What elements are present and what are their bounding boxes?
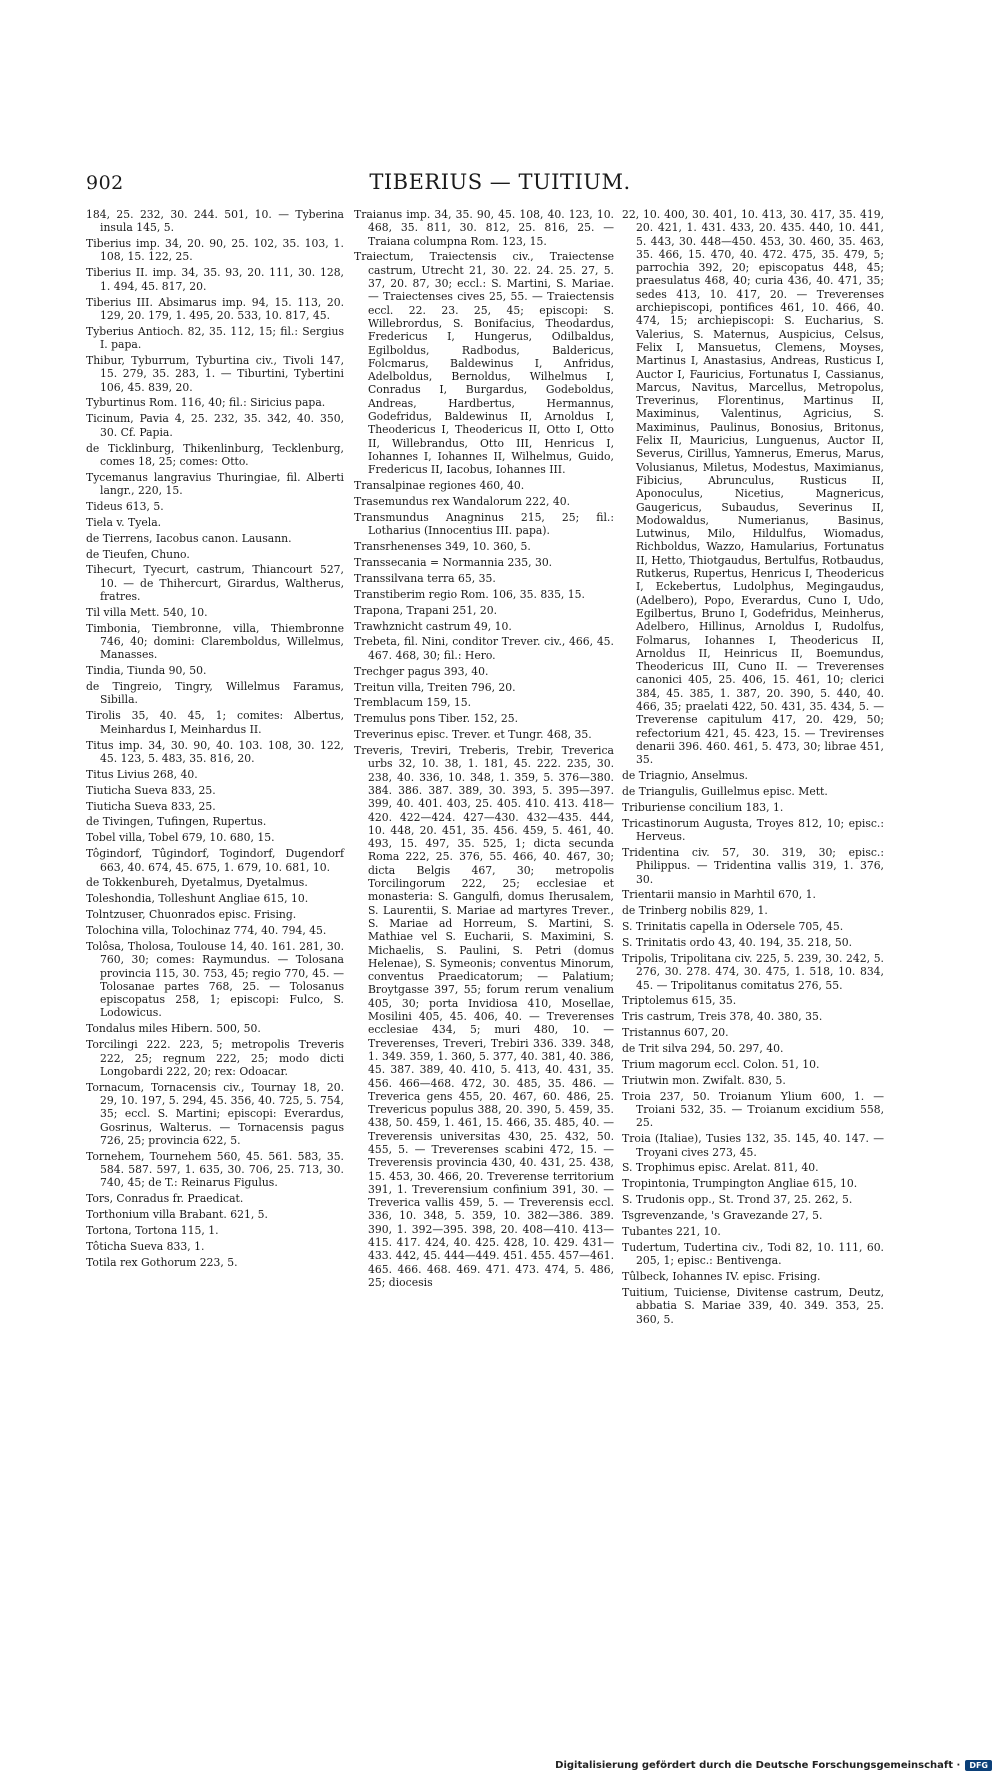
index-entry: Tobel villa, Tobel 679, 10. 680, 15.: [86, 831, 275, 845]
index-entry: 22, 10. 400, 30. 401, 10. 413, 30. 417, 35. 419, 20. 421, 1. 431. 433, 20. 435. 440, 10. 441, 5. 443, 30. 448—450. 453, 30. 460, 35. 463, 35. 466, 15. 470, 40. 472. 475, 35. 479, 5; parrochia 392, 20; episcopatus 448, 45; praesulatus 468, 40; curia 436, 40. 471, 35; sedes 413, 10. 417, 20. — Treverenses archiepiscopi, pontifices 461, 10. 466, 40. 474, 15; archiepiscopi: S. Eucharius, S. Valerius, S. Maternus, Auspicius, Celsus, Felix I, Mansuetus, Clemens, Moyses, Martinus I, Anastasius, Andreas, Rusticus I, Auctor I, Fauricius, Fortunatus I, Cassianus, Marcus, Navitus, Marcellus, Metropolus, Treverinus, Florentinus, Martinus II, Maximinus, Valentinus, Agricius, S. Maximinus, Paulinus, Bonosius, Britonus, Felix II, Mauricius, Lunguenus, Auctor II, Severus, Cirillus, Yamnerus, Emerus, Marus, Volusianus, Miletus, Modestus, Maximianus, Fibicius, Abrunculus, Rusticus II, Aponoculus, Nicetius, Magnericus, Gaugericus, Subaudus, Severinus II, Modowaldus, Numerianus, Basinus, Lutwinus, Milo, Hildulfus, Wiomadus, Richboldus, Wazzo, Hamularius, Fortunatus II, Hetto, Thiotgaudus, Bertulfus, Rotbaudus, Rutkerus, Rupertus, Henricus I, Theodericus I, Eckebertus, Ludolphus, Megingaudus, (Adelbero), Popo, Everardus, Cuno I, Udo, Egilbertus, Bruno I, Godefridus, Meinherus, Adelbero, Hillinus, Arnoldus I, Rudolfus, Folmarus, Iohannes I, Theodericus II, Arnoldus II, Heinricus II, Boemundus, Theodericus III, Cuno II. — Treverenses canonici 405, 25. 406, 15. 461, 10; clerici 384, 45. 385, 1. 387, 20. 390, 5. 440, 40. 466, 35; praelati 422, 50. 431, 35. 434, 5. — Treverense capitulum 417, 20. 429, 50; refectorium 421, 45. 423, 15. — Trevirenses denarii 396. 460. 461, 5. 473, 30; librae 451, 35.: [622, 208, 884, 767]
index-entry: Tyberius Antioch. 82, 35. 112, 15; fil.: Sergius I. papa.: [86, 324, 344, 352]
footer-credit-text: Digitalisierung gefördert durch die Deutsche Forschungsgemeinschaft ·: [555, 1760, 961, 1771]
index-entry: Tubantes 221, 10.: [622, 1225, 721, 1239]
index-entry: S. Trinitatis ordo 43, 40. 194, 35. 218, 50.: [622, 936, 853, 950]
index-entry: Tiela v. Tyela.: [86, 515, 162, 529]
index-entry: Ticinum, Pavia 4, 25. 232, 35. 342, 40. 350, 30. Cf. Papia.: [86, 412, 344, 439]
index-entry: Titus imp. 34, 30. 90, 40. 103. 108, 30. 122, 45. 123, 5. 483, 35. 816, 20.: [86, 738, 344, 765]
index-entry: Tsgrevenzande, 's Gravezande 27, 5.: [622, 1209, 823, 1223]
index-entry: Tiuticha Sueva 833, 25.: [86, 799, 216, 813]
index-entry: Tristannus 607, 20.: [622, 1026, 729, 1040]
index-entry: de Tivingen, Tufingen, Rupertus.: [86, 815, 267, 829]
index-entry: Troia (Italiae), Tusies 132, 35. 145, 40. 147. — Troyani cives 273, 45.: [622, 1132, 884, 1159]
index-entry: Tôticha Sueva 833, 1.: [86, 1239, 205, 1253]
index-entry: Tindia, Tiunda 90, 50.: [86, 664, 207, 678]
index-entry: Totila rex Gothorum 223, 5.: [86, 1255, 238, 1269]
index-entry: Thibur, Tyburrum, Tyburtina civ., Tivoli 147, 15. 279, 35. 283, 1. — Tiburtini, Tybertini 106, 45. 839, 20.: [86, 353, 344, 394]
index-entry: Tiberius imp. 34, 20. 90, 25. 102, 35. 103, 1. 108, 15. 122, 25.: [86, 237, 344, 264]
index-entry: Treitun villa, Treiten 796, 20.: [354, 680, 516, 694]
index-entry: Tudertum, Tudertina civ., Todi 82, 10. 111, 60. 205, 1; episc.: Bentivenga.: [622, 1240, 884, 1268]
index-column-3: [622, 208, 884, 1328]
index-entry: Tridentina civ. 57, 30. 319, 30; episc.: Philippus. — Tridentina vallis 319, 1. 376, 30.: [622, 845, 884, 886]
index-entry: Tûlbeck, Iohannes IV. episc. Frising.: [622, 1270, 821, 1284]
index-entry: Trapona, Trapani 251, 20.: [354, 603, 498, 617]
index-entry: Troia 237, 50. Troianum Ylium 600, 1. — Troiani 532, 35. — Troianum excidium 558, 25.: [622, 1089, 884, 1130]
index-entry: Tiuticha Sueva 833, 25.: [86, 783, 216, 797]
index-entry: Tycemanus langravius Thuringiae, fil. Alberti langr., 220, 15.: [86, 470, 344, 497]
index-entry: Transmundus Anagninus 215, 25; fil.: Lotharius (Innocentius III. papa).: [354, 510, 614, 538]
index-entry: Tolntzuser, Chuonrados episc. Frising.: [86, 908, 297, 922]
page-number: 902: [86, 172, 124, 194]
index-entry: de Trit silva 294, 50. 297, 40.: [622, 1042, 784, 1056]
index-entry: de Ticklinburg, Thikenlinburg, Tecklenburg, comes 18, 25; comes: Otto.: [86, 441, 344, 468]
index-entry: Transtiberim regio Rom. 106, 35. 835, 15.: [354, 587, 585, 601]
index-entry: Tolôsa, Tholosa, Toulouse 14, 40. 161. 281, 30. 760, 30; comes: Raymundus. — Tolosana provincia 115, 30. 753, 45; regio 770, 45. — Tolosanae partes 768, 25. — Tolosanus episcopatus 258, 1; episcopi: Fulco, S. Lodowicus.: [86, 939, 344, 1020]
index-entry: Transalpinae regiones 460, 40.: [354, 479, 525, 493]
index-entry: Tripolis, Tripolitana civ. 225, 5. 239, 30. 242, 5. 276, 30. 278. 474, 30. 475, 1. 518, 10. 834, 45. — Tripolitanus comitatus 276, 55.: [622, 951, 884, 992]
dfg-logo: DFG: [965, 1760, 992, 1771]
index-entry: Tirolis 35, 40. 45, 1; comites: Albertus, Meinhardus I, Meinhardus II.: [86, 709, 344, 736]
index-entry: de Triangulis, Guillelmus episc. Mett.: [622, 784, 828, 798]
index-entry: de Trinberg nobilis 829, 1.: [622, 904, 768, 918]
index-entry: Tôgindorf, Tûgindorf, Togindorf, Dugendorf 663, 40. 674, 45. 675, 1. 679, 10. 681, 10.: [86, 847, 344, 874]
index-entry: Treveris, Treviri, Treberis, Trebir, Treverica urbs 32, 10. 38, 1. 181, 45. 222. 235, 30. 238, 40. 336, 10. 348, 1. 359, 5. 376—380. 384. 386. 387. 389, 30. 393, 5. 395—397. 399, 40. 401. 403, 25. 405. 410. 413. 418—420. 422—424. 427—430. 432—435. 444, 10. 448, 20. 451, 35. 456. 459, 5. 461, 40. 493, 15. 497, 35. 525, 1; dicta secunda Roma 222, 25. 376, 55. 466, 40. 467, 30; dicta Belgis 467, 30; metropolis Torcilingorum 222, 25; ecclesiae et monasteria: S. Gangulfi, domus Iherusalem, S. Laurentii, S. Mariae ad martyres Trever., S. Mariae ad Horreum, S. Martini, S. Mathiae vel S. Eucharii, S. Maximini, S. Michaelis, S. Paulini, S. Petri (domus Helenae), S. Symeonis; conventus Minorum, conventus Praedicatorum; — Palatium; Broytgasse 397, 55; forum rerum venalium 405, 30; porta Invidiosa 410, Mosellae, Mosilini 405, 45. 406, 40. — Treverenses ecclesiae 434, 5; muri 480, 10. — Treverenses, Treveri, Trebiri 336. 339. 348, 1. 349. 359, 1. 360, 5. 377, 40. 381, 40. 386, 45. 387. 389, 40. 410, 5. 413, 40. 431, 35. 456. 466—468. 472, 30. 485, 35. 486. — Treverica gens 455, 20. 467, 60. 486, 25. Trevericus populus 388, 20. 390, 5. 459, 35. 438, 50. 459, 1. 461, 15. 466, 35. 485, 40. — Treverensis universitas 430, 25. 432, 50. 455, 5. — Treverenses scabini 472, 15. — Treverensis provincia 430, 40. 431, 25. 438, 15. 453, 30. 466, 20. Treverense territorium 391, 1. Treverensium confinium 391, 30. — Treverica vallis 459, 5. — Treverensis eccl. 336, 10. 348, 5. 359, 10. 382—386. 389. 390, 1. 392—395. 398, 20. 408—410. 413—415. 417. 424, 40. 425. 428, 10. 429. 431—433. 442, 45. 444—449. 451. 455. 457—461. 465. 466. 468. 469. 471. 473. 474, 5. 486, 25; diocesis: [354, 744, 614, 1289]
index-entry: Tolochina villa, Tolochinaz 774, 40. 794, 45.: [86, 924, 327, 938]
footer-credit: [555, 1760, 992, 1771]
index-entry: 184, 25. 232, 30. 244. 501, 10. — Tyberina insula 145, 5.: [86, 208, 344, 235]
index-entry: Tideus 613, 5.: [86, 499, 164, 513]
index-entry: Tricastinorum Augusta, Troyes 812, 10; episc.: Herveus.: [622, 816, 884, 844]
index-entry: Toleshondia, Tolleshunt Angliae 615, 10.: [86, 892, 309, 906]
index-entry: de Tingreio, Tingry, Willelmus Faramus, Sibilla.: [86, 680, 344, 707]
index-entry: Til villa Mett. 540, 10.: [86, 605, 208, 619]
index-entry: Tremulus pons Tiber. 152, 25.: [354, 712, 519, 726]
index-entry: Traiectum, Traiectensis civ., Traiectense castrum, Utrecht 21, 30. 22. 24. 25. 27, 5. 37, 20. 87, 30; eccl.: S. Martini, S. Mariae. — Traiectenses cives 25, 55. — Traiectensis eccl. 22. 23. 25, 45; episcopi: S. Willebrordus, S. Bonifacius, Theodardus, Fredericus I, Hungerus, Odilbaldus, Egilboldus, Radbodus, Baldericus, Folcmarus, Baldewinus I, Anfridus, Adelboldus, Bernoldus, Wilhelmus I, Conradus I, Burgardus, Godeboldus, Andreas, Hardbertus, Hermannus, Godefridus, Baldewinus II, Arnoldus I, Theodericus I, Theodericus II, Otto I, Otto II, Willebrandus, Otto III, Henricus I, Iohannes I, Iohannes II, Wilhelmus, Guido, Fredericus II, Iacobus, Iohannes III.: [354, 250, 614, 477]
index-entry: Treverinus episc. Trever. et Tungr. 468, 35.: [354, 728, 592, 742]
index-entry: Triptolemus 615, 35.: [622, 994, 737, 1008]
index-entry: Torcilingi 222. 223, 5; metropolis Treveris 222, 25; regnum 222, 25; modo dicti Longobardi 222, 20; rex: Odoacar.: [86, 1038, 344, 1078]
index-entry: Tris castrum, Treis 378, 40. 380, 35.: [622, 1010, 823, 1024]
index-entry: Trechger pagus 393, 40.: [354, 664, 489, 678]
index-entry: S. Trinitatis capella in Odersele 705, 45.: [622, 920, 844, 934]
index-entry: Tropintonia, Trumpington Angliae 615, 10.: [622, 1177, 858, 1191]
index-entry: Tremblacum 159, 15.: [354, 696, 472, 710]
index-entry: Titus Livius 268, 40.: [86, 767, 198, 781]
index-entry: Transsilvana terra 65, 35.: [354, 571, 496, 585]
index-entry: Trasemundus rex Wandalorum 222, 40.: [354, 495, 571, 509]
index-column-2: [354, 208, 614, 1292]
index-entry: Tihecurt, Tyecurt, castrum, Thiancourt 527, 10. — de Thihercurt, Girardus, Waltherus, fratres.: [86, 563, 344, 604]
index-entry: de Tierrens, Iacobus canon. Lausann.: [86, 531, 292, 545]
index-entry: Trebeta, fil. Nini, conditor Trever. civ., 466, 45. 467. 468, 30; fil.: Hero.: [354, 635, 614, 662]
index-entry: Tornehem, Tournehem 560, 45. 561. 583, 35. 584. 587. 597, 1. 635, 30. 706, 25. 713, 30. 740, 45; de T.: Reinarus Figulus.: [86, 1149, 344, 1190]
index-entry: Triburiense concilium 183, 1.: [622, 800, 784, 814]
index-entry: Tornacum, Tornacensis civ., Tournay 18, 20. 29, 10. 197, 5. 294, 45. 356, 40. 725, 5. 754, 35; eccl. S. Martini; episcopi: Everardus, Gosrinus, Walterus. — Tornacensis pagus 726, 25; provincia 622, 5.: [86, 1080, 344, 1147]
index-entry: Tors, Conradus fr. Praedicat.: [86, 1192, 244, 1206]
index-entry: Tiberius III. Absimarus imp. 94, 15. 113, 20. 129, 20. 179, 1. 495, 20. 533, 10. 817, 45.: [86, 295, 344, 322]
index-entry: de Triagnio, Anselmus.: [622, 769, 748, 783]
index-entry: S. Trophimus episc. Arelat. 811, 40.: [622, 1161, 819, 1175]
index-entry: Trawhznicht castrum 49, 10.: [354, 619, 512, 633]
index-entry: Tiberius II. imp. 34, 35. 93, 20. 111, 30. 128, 1. 494, 45. 817, 20.: [86, 266, 344, 293]
running-head: TIBERIUS — TUITIUM.: [369, 170, 631, 194]
index-entry: Tondalus miles Hibern. 500, 50.: [86, 1022, 261, 1036]
index-entry: de Tokkenbureh, Dyetalmus, Dyetalmus.: [86, 876, 308, 890]
index-column-1: [86, 208, 344, 1272]
index-entry: Tuitium, Tuiciense, Divitense castrum, Deutz, abbatia S. Mariae 339, 40. 349. 353, 25. 360, 5.: [622, 1286, 884, 1326]
index-entry: Tortona, Tortona 115, 1.: [86, 1224, 219, 1238]
index-entry: Traianus imp. 34, 35. 90, 45. 108, 40. 123, 10. 468, 35. 811, 30. 812, 25. 816, 25. — Traiana columpna Rom. 123, 15.: [354, 208, 614, 248]
index-entry: Triutwin mon. Zwifalt. 830, 5.: [622, 1073, 786, 1087]
index-entry: Trium magorum eccl. Colon. 51, 10.: [622, 1058, 820, 1072]
index-entry: Tyburtinus Rom. 116, 40; fil.: Siricius papa.: [86, 396, 326, 410]
index-entry: Trientarii mansio in Marhtil 670, 1.: [622, 888, 816, 902]
index-entry: Torthonium villa Brabant. 621, 5.: [86, 1208, 268, 1222]
index-entry: Transrhenenses 349, 10. 360, 5.: [354, 540, 531, 554]
index-entry: Timbonia, Tiembronne, villa, Thiembronne 746, 40; domini: Claremboldus, Willelmus, Manasses.: [86, 621, 344, 662]
index-entry: Transsecania = Normannia 235, 30.: [354, 555, 553, 569]
index-entry: de Tieufen, Chuno.: [86, 547, 190, 561]
index-entry: S. Trudonis opp., St. Trond 37, 25. 262, 5.: [622, 1193, 853, 1207]
